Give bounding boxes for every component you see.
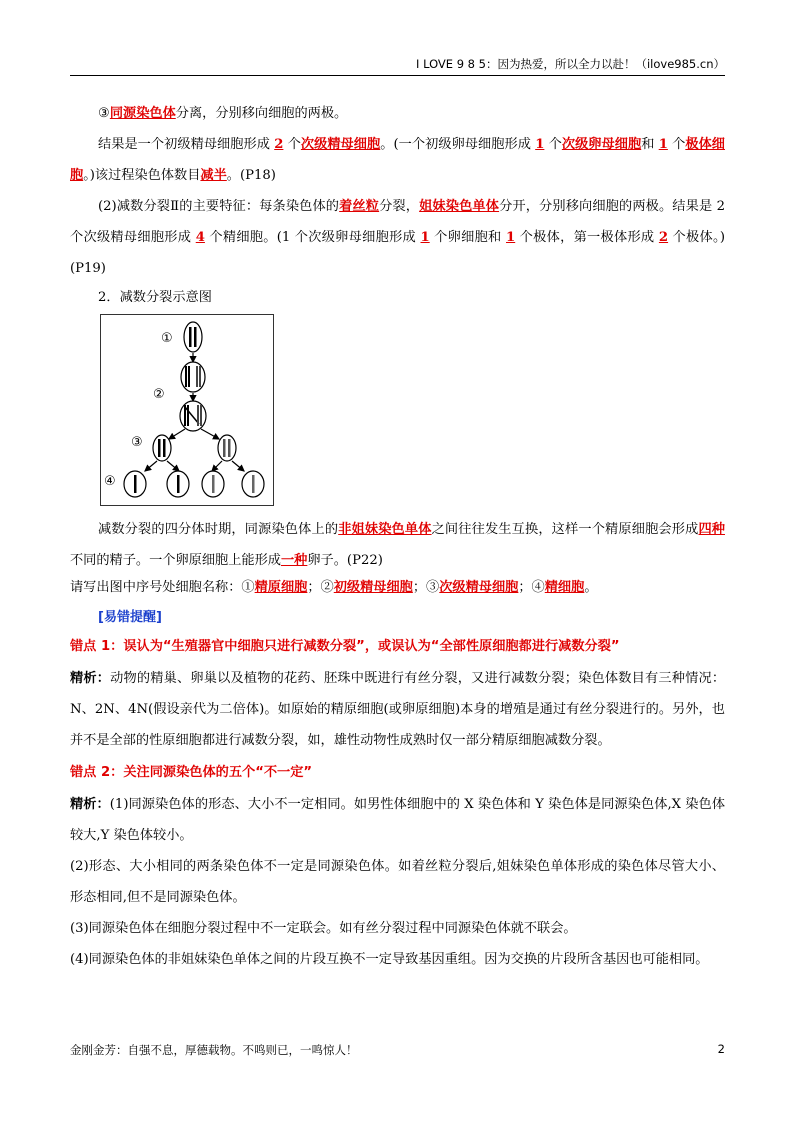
analysis-label: 精析：: [70, 671, 111, 686]
primary-spermatocyte-cell-b: [180, 401, 206, 431]
text: ；③: [412, 580, 440, 595]
answer-blank: 一种: [281, 553, 308, 568]
spermatid-cell: [202, 471, 224, 497]
spermatogonium-cell: [184, 322, 202, 352]
tip-heading: [98, 606, 725, 630]
text: 分裂，: [379, 199, 420, 214]
paragraph-meiosis-2: [70, 191, 725, 284]
answer-blank: 精原细胞: [254, 580, 308, 595]
text: 分开，分别移向细胞的两极。结果是 2 个次级精母细胞形成: [70, 199, 726, 245]
paragraph-homolog-separation: [70, 98, 725, 129]
answer-blank: 2: [658, 230, 669, 245]
text: 之间往往发生互换，这样一个精原细胞会形成: [431, 522, 699, 537]
answer-blank: 4: [195, 230, 205, 245]
text: 。: [584, 580, 598, 595]
text: 个: [283, 137, 301, 152]
text: 。)该过程染色体数目: [83, 168, 201, 183]
answer-blank: 极体细胞: [70, 137, 725, 183]
text: 结果是一个初级精母细胞形成: [98, 137, 275, 152]
text: 个: [544, 137, 562, 152]
paragraph-crossing-over: [70, 514, 725, 576]
text: 个极体，第一极体形成: [515, 230, 659, 245]
answer-blank: 1: [535, 137, 545, 152]
page-footer: [70, 1042, 725, 1058]
figure-title: 2．减数分裂示意图: [98, 290, 212, 305]
label-1: ①: [161, 331, 173, 346]
text: 。(一个初级卵母细胞形成: [380, 137, 536, 152]
text: 个卵细胞和: [429, 230, 507, 245]
page-number: 2: [717, 1042, 725, 1056]
analysis-item-3: (3)同源染色体在细胞分裂过程中不一定联会。如有丝分裂过程中同源染色体就不联会。: [70, 921, 577, 936]
text: 动物的精巢、卵巢以及植物的花药、胚珠中既进行有丝分裂，又进行减数分裂；染色体数目有三种情况：N、2N、4N(假设亲代为二倍体)。如原始的精原细胞(或卵原细胞)本身的增殖是通过有丝分裂进行的。另外，也并不是全部的性原细胞都进行减数分裂，如，雄性动物性成熟时仅一部分精原细胞减数分裂。: [70, 671, 726, 748]
analysis-item-2: (2)形态、大小相同的两条染色体不一定是同源染色体。如着丝粒分裂后,姐妹染色单体形成的染色体尽管大小、形态相同,但不是同源染色体。: [70, 859, 725, 905]
spermatid-cell: [124, 471, 146, 497]
tip-label: [易错提醒]: [98, 610, 162, 625]
arrow: [232, 461, 244, 471]
text: 减数分裂的四分体时期，同源染色体上的: [98, 522, 339, 537]
answer-blank: 次级精母细胞: [439, 580, 519, 595]
paragraph-cell-names: [70, 576, 725, 600]
answer-blank: 姐妹染色单体: [419, 199, 500, 214]
arrow: [167, 461, 179, 471]
text: ；②: [307, 580, 334, 595]
answer-blank: 着丝粒: [339, 199, 380, 214]
footer-motto: 金刚金芳：自强不息，厚德载物。不鸣则已，一鸣惊人！: [70, 1043, 358, 1057]
spermatid-cell: [242, 471, 264, 497]
analysis-item-4: (4)同源染色体的非姐妹染色单体之间的片段互换不一定导致基因重组。因为交换的片段所含基因也可能相同。: [70, 952, 709, 967]
text: 请写出图中序号处细胞名称：①: [70, 580, 255, 595]
text: 。(P18): [226, 168, 276, 183]
answer-blank: 同源染色体: [109, 106, 176, 121]
spermatid-cell: [167, 471, 189, 497]
text: 个精细胞。(1 个次级卵母细胞形成: [204, 230, 421, 245]
page-header: I LOVE 9 8 5：因为热爱，所以全力以赴！（ilove985.cn）: [416, 57, 725, 71]
answer-blank: 2: [274, 137, 284, 152]
error-point-1: 错点 1：误认为“生殖器官中细胞只进行减数分裂”，或误认为“全部性原细胞都进行减数分裂”: [70, 639, 620, 654]
page-content: [70, 98, 725, 975]
text: 个: [667, 137, 686, 152]
analysis-label: 精析：: [70, 797, 110, 812]
answer-blank: 次级精母细胞: [300, 137, 381, 152]
answer-blank: 非姐妹染色单体: [338, 522, 432, 537]
label-2: ②: [153, 387, 165, 402]
answer-blank: 1: [658, 137, 668, 152]
answer-blank: 1: [420, 230, 430, 245]
label-4: ④: [104, 474, 116, 489]
error-point-2: 错点 2：关注同源染色体的五个“不一定”: [70, 765, 313, 780]
meiosis-diagram-svg: [101, 315, 273, 505]
primary-spermatocyte-cell-a: [181, 362, 205, 392]
answer-blank: 次级卵母细胞: [561, 137, 642, 152]
text: 个极体。)(P19): [70, 230, 725, 276]
arrow: [145, 461, 157, 471]
text: (2)减数分裂Ⅱ的主要特征：每条染色体的: [98, 199, 340, 214]
meiosis-diagram: [100, 314, 274, 506]
answer-blank: 精细胞: [544, 580, 585, 595]
text: 和: [641, 137, 659, 152]
answer-blank: 1: [506, 230, 516, 245]
arrow: [212, 461, 222, 471]
text: ③: [98, 106, 110, 121]
arrow: [201, 429, 219, 439]
answer-blank: 减半: [200, 168, 227, 183]
text: 分离，分别移向细胞的两极。: [175, 106, 348, 121]
label-3: ③: [131, 435, 143, 450]
text: 不同的精子。一个卵原细胞上能形成: [70, 553, 281, 568]
paragraph-meiosis-1-result: [70, 129, 725, 191]
text: (1)同源染色体的形态、大小不一定相同。如男性体细胞中的 X 染色体和 Y 染色体是同源染色体,X 染色体较大,Y 染色体较小。: [70, 797, 726, 843]
analysis-1: [70, 663, 725, 756]
secondary-spermatocyte-cell-right: [218, 435, 236, 461]
text: 卵子。(P22): [307, 553, 383, 568]
answer-blank: 初级精母细胞: [333, 580, 413, 595]
answer-blank: 四种: [698, 522, 725, 537]
analysis-2: [70, 789, 725, 851]
text: ；④: [518, 580, 545, 595]
secondary-spermatocyte-cell-left: [153, 435, 171, 461]
arrow: [169, 429, 185, 439]
header-rule: [70, 75, 725, 76]
